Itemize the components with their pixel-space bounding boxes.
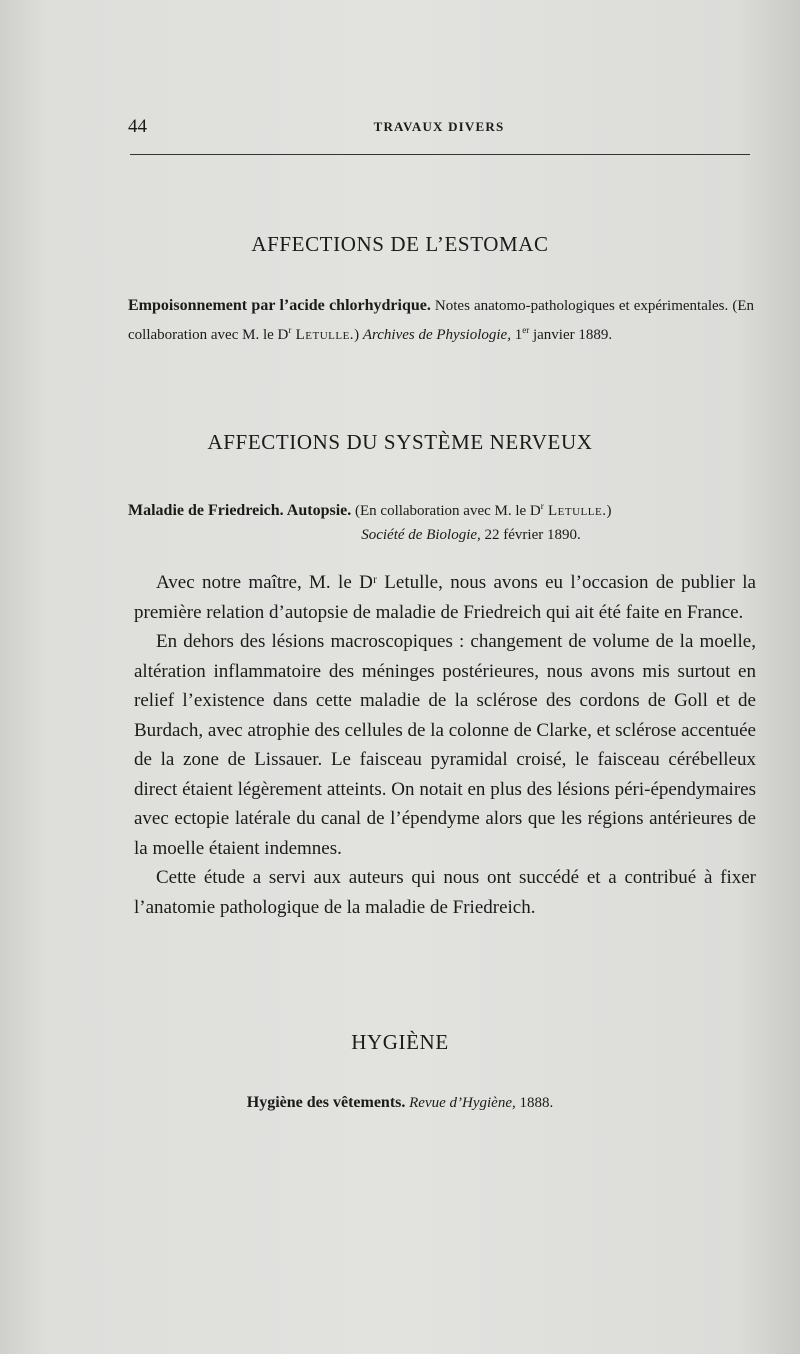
bibliography-entry bbox=[128, 294, 754, 347]
bibliography-entry bbox=[0, 1094, 800, 1112]
date-superscript: er bbox=[522, 325, 530, 335]
paragraph: Avec notre maître, M. le Dʳ Letulle, nous avons eu l’occasion de publier la première relation d’autopsie de maladie de Friedreich qui ait été faite en France. bbox=[134, 572, 756, 623]
section-title-estomac: AFFECTIONS DE L’ESTOMAC bbox=[251, 232, 549, 256]
section-title-hygiene: HYGIÈNE bbox=[351, 1030, 449, 1054]
page-number: 44 bbox=[128, 116, 147, 137]
entry-journal: Société de Biologie, bbox=[361, 527, 481, 543]
page-header bbox=[128, 116, 750, 140]
body-text bbox=[134, 568, 756, 922]
entry-text: Notes anatomo-pathologiques et expérimentales. (En collaboration avec M. le D bbox=[128, 298, 754, 343]
entry-title: Empoisonnement par l’acide chlorhydrique. bbox=[128, 297, 431, 314]
entry-line bbox=[128, 494, 754, 523]
entry-date-day: 1 bbox=[510, 327, 523, 343]
entry-line bbox=[128, 523, 754, 547]
entry-date: 22 février 1890. bbox=[480, 527, 581, 543]
bibliography-entry bbox=[128, 494, 754, 547]
entry-author: Letulle. bbox=[543, 503, 607, 519]
entry-date: janvier 1889. bbox=[529, 327, 613, 343]
section-title-nerveux: AFFECTIONS DU SYSTÈME NERVEUX bbox=[207, 430, 593, 454]
entry-author: Letulle. bbox=[291, 327, 355, 343]
entry-text-close: ) bbox=[606, 503, 612, 519]
entry-title: Maladie de Friedreich. Autopsie. bbox=[128, 502, 352, 519]
paragraph: En dehors des lésions macroscopiques : changement de volume de la moelle, altération inflammatoire des méninges postérieures, nous avons mis surtout en relief l’existence dans cette maladie de la sclérose des cordons de Goll et de Burdach, avec atrophie des cellules de la colonne de Clarke, et sclérose accentuée de la zone de Lissauer. Le faisceau pyramidal croisé, le faisceau cérébelleux direct étaient légèrement atteints. On notait en plus des lésions péri-épendymaires avec ectopie latérale du canal de l’épendyme alors que les régions antérieures de la moelle étaient indemnes. bbox=[134, 631, 756, 859]
entry-text-close: ) bbox=[354, 327, 363, 343]
entry-journal: Revue d’Hygiène, bbox=[409, 1095, 516, 1111]
dr-superscript: r bbox=[540, 501, 544, 511]
dr-superscript: r bbox=[288, 325, 292, 335]
entry-title: Hygiène des vêtements. bbox=[246, 1094, 406, 1111]
running-title: TRAVAUX DIVERS bbox=[373, 119, 505, 134]
entry-date: 1888. bbox=[515, 1095, 554, 1111]
paragraph: Cette étude a servi aux auteurs qui nous ont succédé et a contribué à fixer l’anatomie pathologique de la maladie de Friedreich. bbox=[134, 867, 756, 918]
entry-line bbox=[128, 294, 754, 347]
entry-journal: Archives de Physiologie, bbox=[362, 327, 511, 343]
header-rule bbox=[130, 154, 750, 155]
entry-text: (En collaboration avec M. le D bbox=[351, 503, 541, 519]
